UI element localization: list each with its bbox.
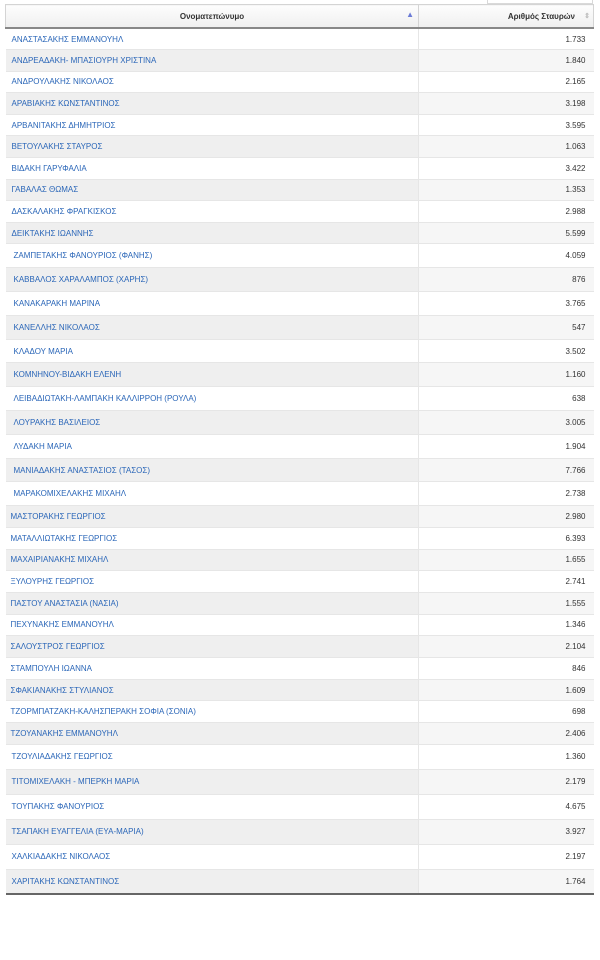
candidate-name[interactable]: ΛΕΙΒΑΔΙΩΤΑΚΗ-ΛΑΜΠΑΚΗ ΚΑΛΛΙΡΡΟΗ (ΡΟΥΛΑ) [6, 387, 419, 411]
candidate-name[interactable]: ΞΥΛΟΥΡΗΣ ΓΕΩΡΓΙΟΣ [6, 571, 419, 593]
sort-ascending-icon[interactable]: ▲ [406, 10, 414, 19]
table-row[interactable] [6, 571, 594, 593]
candidate-votes: 1.063 [419, 136, 594, 158]
candidate-name[interactable]: ΜΑΧΑΙΡΙΑΝΑΚΗΣ ΜΙΧΑΗΛ [6, 549, 419, 571]
table-row[interactable] [6, 339, 594, 363]
candidate-votes: 2.738 [419, 482, 594, 506]
sort-neutral-icon[interactable]: ⇕ [584, 13, 590, 20]
table-row[interactable] [6, 819, 594, 844]
candidate-name[interactable]: ΤΖΟΥΛΙΑΔΑΚΗΣ ΓΕΩΡΓΙΟΣ [6, 744, 419, 769]
candidate-votes: 2.165 [419, 71, 594, 93]
candidate-votes: 1.655 [419, 549, 594, 571]
table-row[interactable] [6, 869, 594, 894]
candidate-name[interactable]: ΜΑΝΙΑΔΑΚΗΣ ΑΝΑΣΤΑΣΙΟΣ (ΤΑΣΟΣ) [6, 458, 419, 482]
candidate-votes: 1.360 [419, 744, 594, 769]
table-row[interactable] [6, 50, 594, 72]
table-row[interactable] [6, 844, 594, 869]
table-row[interactable] [6, 411, 594, 435]
table-row[interactable] [6, 658, 594, 680]
table-row[interactable] [6, 363, 594, 387]
table-row[interactable] [6, 723, 594, 745]
candidate-votes: 4.059 [419, 244, 594, 268]
candidate-name[interactable]: ΧΑΛΚΙΑΔΑΚΗΣ ΝΙΚΟΛΑΟΣ [6, 844, 419, 869]
candidate-name[interactable]: ΜΑΡΑΚΟΜΙΧΕΛΑΚΗΣ ΜΙΧΑΗΛ [6, 482, 419, 506]
table-row[interactable] [6, 244, 594, 268]
candidate-votes: 1.346 [419, 614, 594, 636]
candidate-votes: 3.595 [419, 114, 594, 136]
candidate-votes: 547 [419, 315, 594, 339]
candidate-votes: 876 [419, 268, 594, 292]
column-header-name-label: Ονοματεπώνυμο [179, 11, 245, 21]
candidate-votes: 1.904 [419, 434, 594, 458]
table-row[interactable] [6, 458, 594, 482]
candidate-votes: 3.765 [419, 292, 594, 316]
table-body [6, 28, 594, 894]
table-row[interactable] [6, 636, 594, 658]
candidate-name[interactable]: ΛΥΔΑΚΗ ΜΑΡΙΑ [6, 434, 419, 458]
candidate-votes: 2.741 [419, 571, 594, 593]
table-row[interactable] [6, 93, 594, 115]
column-header-votes-label: Αριθμός Σταυρών [507, 11, 575, 21]
candidate-votes: 2.980 [419, 506, 594, 528]
table-row[interactable] [6, 292, 594, 316]
table-row[interactable] [6, 769, 594, 794]
candidate-votes: 4.675 [419, 794, 594, 819]
candidate-name[interactable]: ΠΕΧΥΝΑΚΗΣ ΕΜΜΑΝΟΥΗΛ [6, 614, 419, 636]
candidate-name[interactable]: ΚΟΜΝΗΝΟΥ-ΒΙΔΑΚΗ ΕΛΕΝΗ [6, 363, 419, 387]
candidate-name[interactable]: ΠΑΣΤΟΥ ΑΝΑΣΤΑΣΙΑ (ΝΑΣΙΑ) [6, 592, 419, 614]
table-row[interactable] [6, 592, 594, 614]
table-row[interactable] [6, 679, 594, 701]
candidate-votes: 1.353 [419, 179, 594, 201]
candidate-name[interactable]: ΑΝΔΡΟΥΛΑΚΗΣ ΝΙΚΟΛΑΟΣ [6, 71, 419, 93]
table-row[interactable] [6, 136, 594, 158]
candidate-name[interactable]: ΣΦΑΚΙΑΝΑΚΗΣ ΣΤΥΛΙΑΝΟΣ [6, 679, 419, 701]
column-header-name[interactable] [6, 5, 419, 29]
table-row[interactable] [6, 28, 594, 50]
table-row[interactable] [6, 744, 594, 769]
candidate-votes: 2.406 [419, 723, 594, 745]
candidate-votes: 7.766 [419, 458, 594, 482]
candidate-votes: 1.555 [419, 592, 594, 614]
candidate-votes: 6.393 [419, 527, 594, 549]
table-row[interactable] [6, 506, 594, 528]
candidate-votes: 3.927 [419, 819, 594, 844]
table-row[interactable] [6, 158, 594, 180]
candidate-name[interactable]: ΤΙΤΟΜΙΧΕΛΑΚΗ - ΜΠΕΡΚΗ ΜΑΡΙΑ [6, 769, 419, 794]
candidate-name[interactable]: ΓΑΒΑΛΑΣ ΘΩΜΑΣ [6, 179, 419, 201]
table-row[interactable] [6, 701, 594, 723]
table-row[interactable] [6, 527, 594, 549]
candidate-votes: 846 [419, 658, 594, 680]
candidate-name[interactable]: ΜΑΤΑΛΛΙΩΤΑΚΗΣ ΓΕΩΡΓΙΟΣ [6, 527, 419, 549]
candidate-votes: 698 [419, 701, 594, 723]
column-header-votes[interactable] [419, 5, 594, 29]
candidate-name[interactable]: ΣΤΑΜΠΟΥΛΗ ΙΩΑΝΝΑ [6, 658, 419, 680]
candidates-table [5, 4, 594, 895]
candidate-votes: 5.599 [419, 222, 594, 244]
candidate-name[interactable]: ΒΕΤΟΥΛΑΚΗΣ ΣΤΑΥΡΟΣ [6, 136, 419, 158]
candidate-name[interactable]: ΚΑΒΒΑΛΟΣ ΧΑΡΑΛΑΜΠΟΣ (ΧΑΡΗΣ) [6, 268, 419, 292]
candidate-votes: 3.502 [419, 339, 594, 363]
candidate-name[interactable]: ΚΑΝΕΛΛΗΣ ΝΙΚΟΛΑΟΣ [6, 315, 419, 339]
candidate-votes: 2.197 [419, 844, 594, 869]
candidate-votes: 2.104 [419, 636, 594, 658]
candidate-name[interactable]: ΤΖΟΡΜΠΑΤΖΑΚΗ-ΚΑΛΗΣΠΕΡΑΚΗ ΣΟΦΙΑ (ΣΟΝΙΑ) [6, 701, 419, 723]
candidate-name[interactable]: ΑΝΑΣΤΑΣΑΚΗΣ ΕΜΜΑΝΟΥΗΛ [6, 28, 419, 50]
candidate-name[interactable]: ΚΑΝΑΚΑΡΑΚΗ ΜΑΡΙΝΑ [6, 292, 419, 316]
candidate-votes: 2.988 [419, 201, 594, 223]
candidate-votes: 1.840 [419, 50, 594, 72]
table-row[interactable] [6, 201, 594, 223]
candidate-votes: 3.005 [419, 411, 594, 435]
candidate-name[interactable]: ΛΟΥΡΑΚΗΣ ΒΑΣΙΛΕΙΟΣ [6, 411, 419, 435]
candidate-votes: 1.160 [419, 363, 594, 387]
candidate-name[interactable]: ΚΛΑΔΟΥ ΜΑΡΙΑ [6, 339, 419, 363]
table-row[interactable] [6, 114, 594, 136]
candidate-votes: 1.609 [419, 679, 594, 701]
candidate-name[interactable]: ΤΟΥΠΑΚΗΣ ΦΑΝΟΥΡΙΟΣ [6, 794, 419, 819]
candidate-name[interactable]: ΜΑΣΤΟΡΑΚΗΣ ΓΕΩΡΓΙΟΣ [6, 506, 419, 528]
candidate-name[interactable]: ΑΝΔΡΕΑΔΑΚΗ- ΜΠΑΣΙΟΥΡΗ ΧΡΙΣΤΙΝΑ [6, 50, 419, 72]
table-row[interactable] [6, 222, 594, 244]
table-row[interactable] [6, 315, 594, 339]
table-row[interactable] [6, 614, 594, 636]
candidate-name[interactable]: ΖΑΜΠΕΤΑΚΗΣ ΦΑΝΟΥΡΙΟΣ (ΦΑΝΗΣ) [6, 244, 419, 268]
table-row[interactable] [6, 268, 594, 292]
candidate-votes: 1.764 [419, 869, 594, 894]
candidate-votes: 2.179 [419, 769, 594, 794]
candidate-name[interactable]: ΑΡΑΒΙΑΚΗΣ ΚΩΝΣΤΑΝΤΙΝΟΣ [6, 93, 419, 115]
candidate-name[interactable]: ΤΣΑΠΑΚΗ ΕΥΑΓΓΕΛΙΑ (ΕΥΑ-ΜΑΡΙΑ) [6, 819, 419, 844]
table-row[interactable] [6, 434, 594, 458]
table-row[interactable] [6, 482, 594, 506]
candidate-name[interactable]: ΔΕΙΚΤΑΚΗΣ ΙΩΑΝΝΗΣ [6, 222, 419, 244]
candidate-name[interactable]: ΧΑΡΙΤΑΚΗΣ ΚΩΝΣΤΑΝΤΙΝΟΣ [6, 869, 419, 894]
candidate-name[interactable]: ΣΑΛΟΥΣΤΡΟΣ ΓΕΩΡΓΙΟΣ [6, 636, 419, 658]
candidate-name[interactable]: ΒΙΔΑΚΗ ΓΑΡΥΦΑΛΙΑ [6, 158, 419, 180]
table-header-row [6, 5, 594, 29]
candidate-votes: 3.422 [419, 158, 594, 180]
candidate-name[interactable]: ΔΑΣΚΑΛΑΚΗΣ ΦΡΑΓΚΙΣΚΟΣ [6, 201, 419, 223]
table-row[interactable] [6, 71, 594, 93]
table-row[interactable] [6, 794, 594, 819]
candidate-name[interactable]: ΑΡΒΑΝΙΤΑΚΗΣ ΔΗΜΗΤΡΙΟΣ [6, 114, 419, 136]
table-row[interactable] [6, 549, 594, 571]
table-row[interactable] [6, 179, 594, 201]
candidate-votes: 1.733 [419, 28, 594, 50]
candidate-name[interactable]: ΤΖΟΥΑΝΑΚΗΣ ΕΜΜΑΝΟΥΗΛ [6, 723, 419, 745]
candidate-votes: 638 [419, 387, 594, 411]
table-row[interactable] [6, 387, 594, 411]
candidate-votes: 3.198 [419, 93, 594, 115]
